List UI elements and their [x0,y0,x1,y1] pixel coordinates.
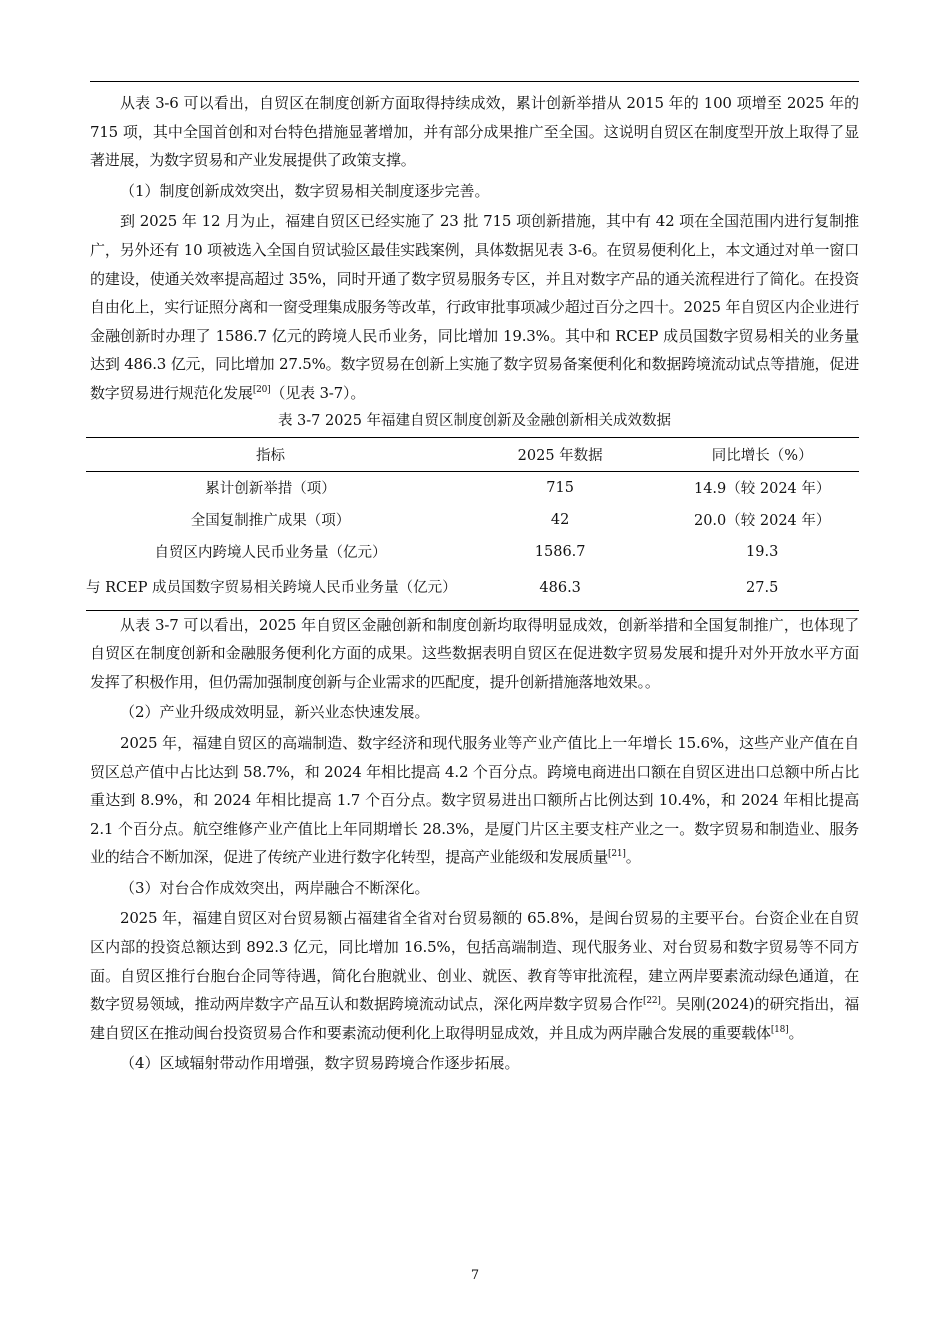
section-heading-3: （3）对台合作成效突出，两岸融合不断深化。 [120,878,430,897]
table-row [86,568,859,611]
cell-value: 42 [550,511,570,528]
page-body [86,89,859,1080]
header-growth: 同比增长（%） [665,437,859,471]
table-row [86,471,859,504]
cell-value: 1586.7 [534,543,586,560]
table-header-row [86,437,859,471]
section-heading-2: （2）产业升级成效明显，新兴业态快速发展。 [120,703,430,722]
section-heading-1: （1）制度创新成效突出，数字贸易相关制度逐步完善。 [120,181,490,200]
paragraph-5 [90,904,859,1047]
paragraph-3: 从表 3-7 可以看出，2025 年自贸区金融创新和制度创新均取得明显成效，创新举措和全国复制推广，也体现了自贸区在制度创新和金融服务便利化方面的成果。这些数据表明自贸区在促进数字贸易发展和提升对外开放水平方面发挥了积极作用，但仍需加强制度创新与企业需求的匹配度，提升创新措施落地效果。。 [90,615,859,691]
paragraph-4-text: 2025 年，福建自贸区的高端制造、数字经济和现代服务业等产业产值比上一年增长 15.6%，这些产业产值在自贸区总产值中占比达到 58.7%，和 2024 年相比提高 4.2 个百分点。跨境电商进出口额在自贸区进出口总额中所占比重达到 8.9%，和 2024 年相比提高 1.7 个百分点。数字贸易进出口额所占比例达到 10.4%，和 2024 年相比提高 2.1 个百分点。航空维修产业产值比上年同期增长 28.3%，是厦门片区主要支柱产业之一。数字贸易和制造业、服务业的结合不断加深，促进了传统产业进行数字化转型，提高产业能级和发展质量 [90,733,859,867]
page-number: 7 [470,1268,480,1283]
header-rule [90,81,859,82]
paragraph-2-text: 到 2025 年 12 月为止，福建自贸区已经实施了 23 批 715 项创新措施，其中有 42 项在全国范围内进行复制推广，另外还有 10 项被选入全国自贸试验区最佳实践案例，具体数据见表 3-6。在贸易便利化上，本文通过对单一窗口的建设，使通关效率提高超过 35%，同时开通了数字贸易服务专区，并且对数字产品的通关流程进行了简化。在投资自由化上，实行证照分离和一窗受理集成服务等改革，行政审批事项减少超过百分之四十。2025 年自贸区内企业进行金融创新时办理了 1586.7 亿元的跨境人民币业务，同比增加 19.3%。其中和 RCEP 成员国数字贸易相关的业务量达到 486.3 亿元，同比增加 27.5%。数字贸易在创新上实施了数字贸易备案便利化和数据跨境流动试点等措施，促进数字贸易进行规范化发展 [90,212,859,402]
cell-indicator: 自贸区内跨境人民币业务量（亿元） [154,545,387,562]
paragraph-5-tail: 。 [788,1023,804,1042]
paragraph-4 [90,729,859,872]
citation-ref: [22] [643,996,661,1007]
paragraph-2-tail: （见表 3-7）。 [270,383,366,402]
data-table [86,437,859,611]
cell-value: 715 [546,479,574,496]
cell-indicator: 与 RCEP 成员国数字贸易相关跨境人民币业务量（亿元） [86,580,457,597]
citation-ref: [20] [252,384,271,395]
table-caption: 表 3-7 2025 年福建自贸区制度创新及金融创新相关成效数据 [277,412,672,429]
paragraph-1: 从表 3-6 可以看出，自贸区在制度创新方面取得持续成效，累计创新举措从 2015 年的 100 项增至 2025 年的 715 项，其中全国首创和对台特色措施显著增加，并有部分成果推广至全国。这说明自贸区在制度型开放上取得了显著进展，为数字贸易和产业发展提供了政策支撑。 [90,94,859,170]
cell-growth: 27.5 [746,580,779,597]
cell-value: 486.3 [539,580,581,597]
cell-growth: 20.0（较 2024 年） [693,513,831,530]
header-value: 2025 年数据 [455,437,665,471]
header-indicator: 指标 [86,437,455,471]
cell-indicator: 累计创新举措（项） [205,481,336,498]
section-heading-4: （4）区域辐射带动作用增强，数字贸易跨境合作逐步拓展。 [120,1054,520,1073]
citation-ref: [21] [608,849,626,860]
citation-ref: [18] [770,1024,789,1035]
cell-growth: 14.9（较 2024 年） [693,481,831,498]
table-row [86,504,859,536]
paragraph-2 [90,207,859,407]
paragraph-4-tail: 。 [625,848,641,867]
paragraph-5-text: 2025 年，福建自贸区对台贸易额占福建省全省对台贸易额的 65.8%，是闽台贸易的主要平台。台资企业在自贸区内部的投资总额达到 892.3 亿元，同比增加 16.5%，包括高端制造、现代服务业、对台贸易和数字贸易等不同方面。自贸区推行台胞台企同等待遇，简化台胞就业、创业、就医、教育等审批流程，建立两岸要素流动绿色通道，在数字贸易领域，推动两岸数字产品互认和数据跨境流动试点，深化两岸数字贸易合作 [90,909,859,1014]
cell-growth: 19.3 [746,543,779,560]
table-row [86,536,859,568]
cell-indicator: 全国复制推广成果（项） [190,513,351,530]
paragraph-5-mid: 。吴刚(2024)的研究指出，福建自贸区在推动闽台投资贸易合作和要素流动便利化上取得明显成效，并且成为两岸融合发展的重要载体 [90,995,859,1042]
